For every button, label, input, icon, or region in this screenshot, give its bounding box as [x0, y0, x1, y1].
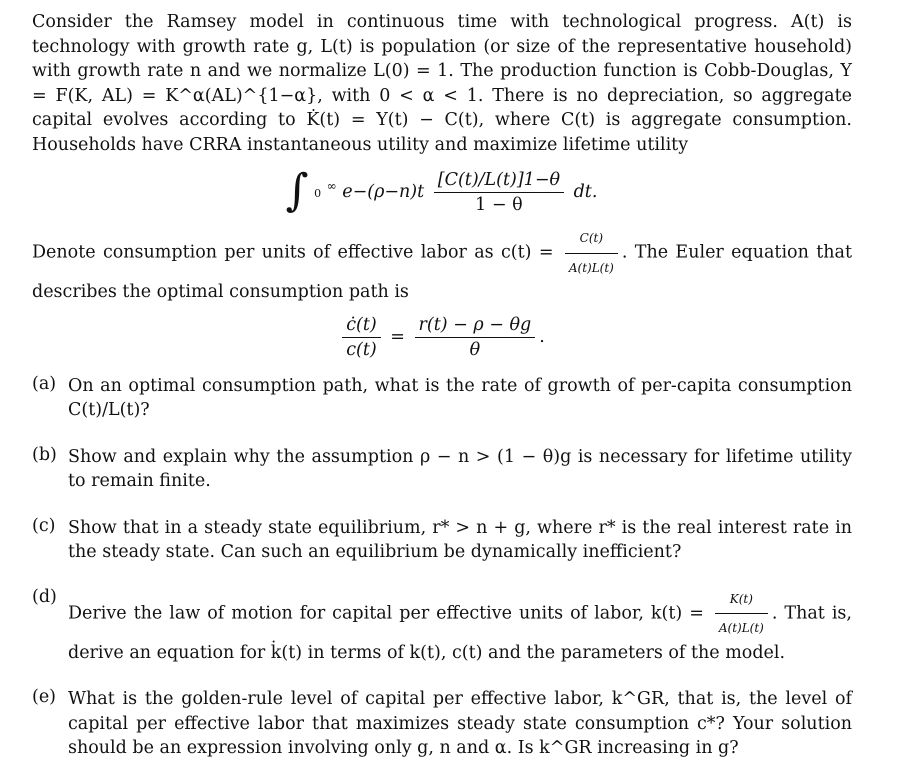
integral-upper: ∞ — [326, 179, 337, 194]
integrand-denominator: 1 − θ — [475, 195, 523, 215]
integral-lower: 0 — [314, 187, 322, 200]
question-text: Show that in a steady state equilibrium, r* > n + g, where r* is the real interest rate in the steady state. Can such an equilibrium be dynamically inefficient? — [68, 517, 852, 562]
consumption-def-den: A(t)L(t) — [568, 260, 614, 275]
question-b — [32, 445, 852, 494]
euler-rhs-den: θ — [469, 339, 481, 360]
question-label: (c) — [32, 515, 56, 536]
capital-per-effective-labor-fraction — [715, 587, 768, 641]
integrand-prefix: e−(ρ−n)t — [342, 182, 425, 202]
question-d-after: . That is, derive an equation for k̇(t) in terms of k(t), c(t) and the parameters of the model. — [68, 603, 852, 663]
euler-lhs-den: c(t) — [346, 339, 377, 360]
question-d — [32, 587, 852, 666]
question-list — [32, 374, 851, 761]
question-d-before: Derive the law of motion for capital per effective units of labor, k(t) = — [68, 603, 704, 623]
intro-paragraph: Consider the Ramsey model in continuous time with technological progress. A(t) is technology with growth rate g, L(t) is population (or size of the representative household) with growth rate n and we normalize L(0) = 1. The production function is Cobb-Douglas, Y = F(K, AL) = K^α(AL)^{1−α}, with 0 < α < 1. There is no depreciation, so aggregate capital evolves according to K̇(t) = Y(t) − C(t), where C(t) is aggregate consumption. Households have CRRA instantaneous utility and maximize lifetime utility — [32, 12, 852, 155]
question-text — [68, 587, 852, 666]
integral-differential: dt. — [573, 182, 598, 202]
euler-equation — [32, 315, 851, 360]
question-e — [32, 687, 852, 761]
question-label: (e) — [32, 687, 57, 707]
consumption-definition — [32, 226, 852, 305]
euler-rhs — [415, 315, 536, 360]
question-label: (b) — [32, 444, 57, 465]
capital-frac-den: A(t)L(t) — [718, 621, 764, 635]
consumption-def-fraction — [565, 226, 618, 280]
question-text: What is the golden-rule level of capital per effective labor, k^GR, that is, the level of capital per effective labor that maximizes steady state consumption c*? Your solution should be an expression involving only g, n and α. Is k^GR increasing in g? — [68, 689, 852, 758]
euler-lhs-num: ċ(t) — [342, 315, 381, 338]
question-a — [32, 374, 852, 423]
consumption-def-after: . The Euler equation that describes the optimal consumption path is — [32, 242, 852, 302]
euler-rhs-num: r(t) − ρ − θg — [415, 315, 536, 338]
utility-integral — [32, 167, 851, 218]
consumption-def-before: Denote consumption per units of effective labor as c(t) = — [32, 242, 554, 263]
question-text: On an optimal consumption path, what is the rate of growth of per-capita consumption C(t)/L(t)? — [68, 375, 852, 420]
capital-frac-num: K(t) — [715, 587, 768, 615]
consumption-def-num: C(t) — [565, 226, 618, 254]
integrand-numerator: [C(t)/L(t)]1−θ — [434, 170, 564, 193]
question-label: (d) — [32, 586, 57, 607]
euler-period: . — [539, 326, 545, 347]
euler-lhs — [342, 315, 381, 360]
question-c — [32, 516, 852, 565]
integral-sign: ∫ — [285, 165, 309, 216]
euler-equals: = — [390, 326, 405, 347]
question-label: (a) — [32, 373, 57, 394]
integrand-fraction — [434, 170, 564, 215]
question-text: Show and explain why the assumption ρ − n > (1 − θ)g is necessary for lifetime utility to remain finite. — [68, 446, 852, 491]
